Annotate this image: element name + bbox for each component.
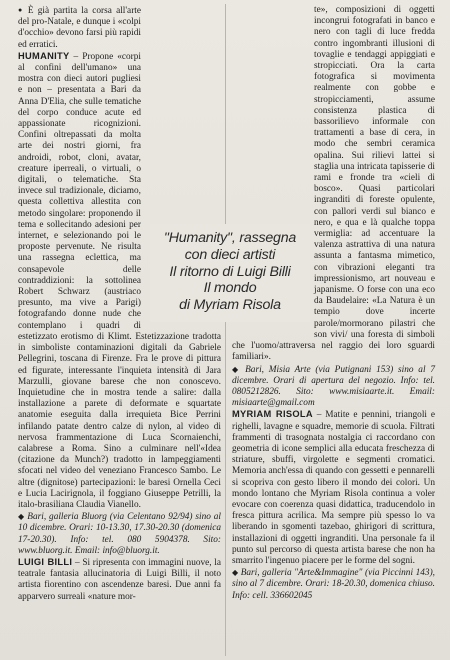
bluorg-info: ◆ Bari, galleria Bluorg (via Celentano 92/94) sino al 10 dicembre. Orari: 10-13.30, 17.30-20.30 (domenica 17-20.30). Info: tel. 080 5904378. Sito: www.bluorg.it. Email: info@bluorg.it.: [18, 511, 221, 557]
column-divider: [225, 4, 226, 656]
left-column: [18, 5, 221, 658]
intro-paragraph: ● È già partita la corsa all'arte del pro-Natale, e dunque i «colpi d'occhio» devono farsi più rapidi ed erratici.: [18, 5, 221, 51]
pullquote-line-5: di Myriam Risola: [179, 297, 281, 314]
risola-body: – Matite e pennini, triangoli e righelli, lavagne e squadre, memorie di scuola. Filtrati frammenti di trasognata nostalgia ci raccordano con geometria di icone semplici alla educata freschezza di striature, sbuffi, virgolette e segmenti cromatici. Memoria anch'essa di quando con gessetti e pennarelli si scopriva con gesto libero il mondo dei colori. Un mondo lontano che Myriam Risola continua a voler evocare con coerenza quasi didattica, traducendolo in fresca pittura acrilica. Ma sempre più spesso lo va liberando in sgomenti tazebao, ghirigori di scrittura, installazioni di oggetti ingranditi. Una personale fa il punto sul percorso di questa artista barese che non ha smarrito l'ingenuo piacere per le forme del sogni.: [232, 410, 435, 566]
risola-heading: MYRIAM RISOLA: [232, 409, 313, 420]
risola-paragraph: [232, 409, 435, 567]
misia-info: ◆ Bari, Misia Arte (via Putignani 153) sino al 7 dicembre. Orari di apertura del negozio. Info: tel. 0805212826. Sito: www.misiaarte.it. Email: misiaarte@gmail.com: [232, 364, 435, 410]
right-column: [232, 5, 435, 658]
billi-paragraph: [18, 557, 221, 603]
pullquote: [150, 224, 310, 322]
pullquote-line-4: Il mondo: [203, 280, 257, 297]
humanity-body: – Propone «corpi al confini dell'umano» una mostra con dieci autori pugliesi e non – presentata a Bari da Anna D'Elia, che sulle tematiche del corpo conduce acute ed appassionate ricognizioni. Confini oltrepassati da molta arte dei nostri giorni, fra androidi, robot, cloni, avatar, creature iperreali, o virtuali, o digitali, o telematiche. Sta invece sul tradizionale, diciamo, questa collettiva allestita con metodo singolare: proponendo il tema e sollecitando adesioni per internet, e selezionando poi le proposte pervenute. Ne risulta una rassegna eclettica, ma consapevole delle contraddizioni: la sottolinea Robert Schwarz (austriaco presunto, ma vive a Parigi) fotografando donne nude che contemplano i quadri di estetizzato erotismo di Klimt. Estetizzazione tradotta in simboliste contaminazioni digitali da Gabriele Pellegrini, toscana di Firenze. Fra le prove di pittura ed figurate, interessante l'inquieta intensità di Jara Marzulli, giovane barese che non conoscevo. Inquietudine che in mostra tende a salire: dalla installazione a parete di deformate e squartate anatomie eseguita dalla irrequieta Bice Perrini infilando patate dentro calze di nylon, al video di nervosa frammentazione di Luca Scornaienchi, calabrese a Roma. Sino a culminare nell'«Idea (citazione da Munch?) tradotto in lampeggiamenti sfocati nel video del veneziano Francesco Sambo. Le altre (dignitose) partecipazioni: le baresi Ornella Ceci e Lucia Lacirignola, il foggiano Giuseppe Petrilli, la italo-brasiliana Claudia Vianello.: [18, 51, 221, 510]
humanity-heading: HUMANITY: [18, 50, 70, 61]
billi-body: – Si ripresenta con immagini nuove, la teatrale fantasia allucinatoria di Luigi Billi, il noto artista fiorentino con ascendenze baresi. Due anni fa apparvero surreali «nature mor-: [18, 557, 221, 602]
pullquote-line-1: "Humanity", rassegna: [163, 230, 297, 246]
pullquote-line-2: con dieci artisti: [184, 246, 276, 263]
pullquote-line-3: Il ritorno di Luigi Billi: [169, 263, 291, 280]
arte-immagine-info: ◆ Bari, galleria "Arte&Immagine" (via Piccinni 143), sino al 7 dicembre. Orari: 18-20.30, domenica chiuso. Info: cell. 336602045: [232, 567, 435, 602]
billi-heading: LUIGI BILLI: [18, 556, 73, 567]
billi-continued: te», composizioni di oggetti incongrui fotografati in banco e nero con tagli di luce fredda contro ingombranti illusioni di tovaglie e tendaggi appiggiati e stropicciati. Ora la carta fotografica si movimenta realmente con gobbe e stropicciamenti, assume consistenza plastica di bassorilievo informale con trattamenti a base di cera, in modo che sembri ceramica opalina. Sui rilievi lattei si staglia una intricata tapisserie di rami e fronde tra «cieli di bosco». Quasi particolari ingranditi di foreste opulente, con pallori verdi sul bianco e nero, e qua e là qualche toppa vermiglia: ad accentuare la valenza astrattiva di una natura assunta a fantasma mimetico, con vibrazioni eleganti tra impressionismo, art nouveau e japanisme. O forse con una eco da Baudelaire: «La Natura è un tempio dove incerte parole/mormorano pilastri che son vivi/ una foresta di simboli che l'uomo/attraversa nel raggio dei loro sguardi familiari».: [232, 5, 435, 363]
